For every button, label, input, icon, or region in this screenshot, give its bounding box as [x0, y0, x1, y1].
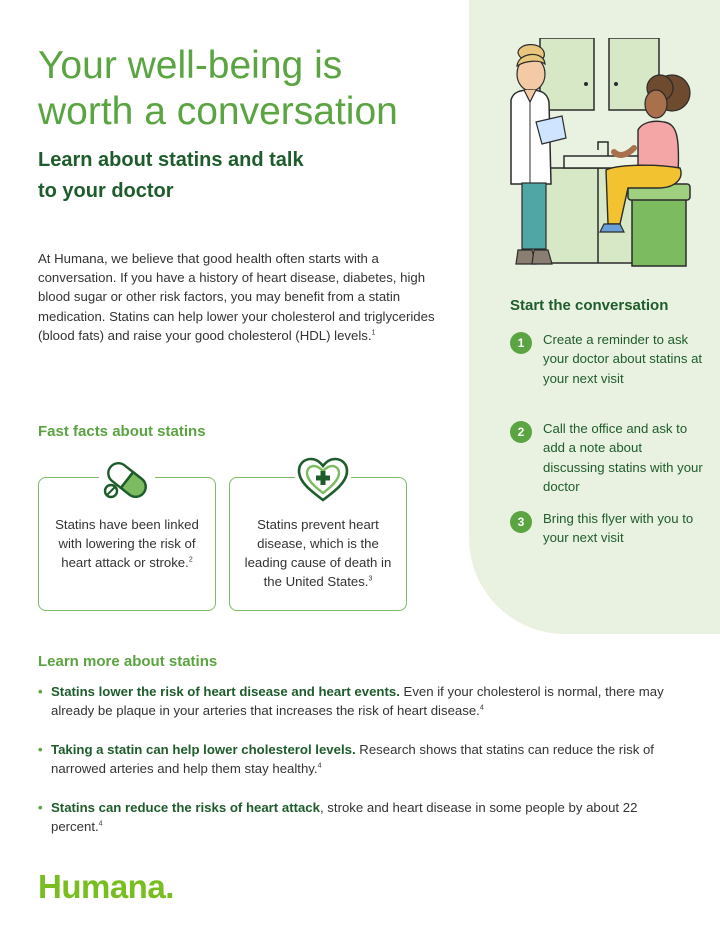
learn-more-list: [38, 682, 668, 855]
intro-text: At Humana, we believe that good health often starts with a conversation. If you have a history of heart disease, diabetes, high blood sugar or other risk factors, you may benefit from a statin medication. Statins can help lower your cholesterol and triglycerides (blood fats) and raise your good cholesterol (HDL) levels.: [38, 251, 435, 343]
fact-card-text: Statins have been linked with lowering the risk of heart attack or stroke.: [55, 517, 199, 570]
page-title: [38, 43, 458, 135]
intro-paragraph: [38, 249, 438, 345]
subtitle-line-1: Learn about statins and talk: [38, 149, 304, 171]
list-item-bold: Taking a statin can help lower cholesterol levels.: [51, 741, 356, 757]
step-number: 2: [510, 421, 532, 443]
title-line-1: Your well-being is: [38, 44, 343, 87]
humana-logo: [38, 868, 174, 906]
footnote-marker: 2: [188, 556, 193, 564]
title-line-2: worth a conversation: [38, 90, 398, 133]
pill-icon: [99, 455, 155, 505]
footnote-marker: 4: [317, 762, 322, 770]
step-text: Create a reminder to ask your doctor about statins at your next visit: [543, 332, 703, 386]
step-number: 1: [510, 332, 532, 354]
learn-more-heading: Learn more about statins: [38, 653, 218, 670]
fact-card-text: Statins prevent heart disease, which is the leading cause of death in the United States.: [244, 517, 392, 589]
fast-facts-heading: Fast facts about statins: [38, 423, 206, 440]
bullet-icon: •: [38, 741, 43, 757]
list-item-bold: Statins lower the risk of heart disease and heart events.: [51, 684, 400, 699]
list-item-text: Research shows that statins can reduce the risk of narrowed arteries and help them stay healthy.: [51, 741, 654, 777]
step-number: 3: [510, 511, 532, 533]
footnote-marker: 4: [479, 705, 484, 713]
heart-plus-icon: [295, 455, 351, 505]
list-item-text: , stroke and heart disease in some people by about 22 percent.: [51, 799, 638, 835]
logo-dot: .: [165, 868, 174, 905]
list-item: [38, 798, 668, 837]
step-text: Bring this flyer with you to your next visit: [543, 511, 694, 546]
list-item-text: Even if your cholesterol is normal, there may already be plaque in your arteries that increases the risk of heart disease.: [51, 684, 664, 719]
page-subtitle: [38, 145, 398, 207]
subtitle-line-2: to your doctor: [38, 180, 174, 202]
footnote-marker: 3: [368, 575, 373, 583]
start-conversation-heading: Start the conversation: [510, 297, 669, 314]
footnote-marker: 4: [98, 820, 103, 828]
bullet-icon: •: [38, 799, 43, 815]
footnote-marker: 1: [371, 329, 376, 337]
step-text: Call the office and ask to add a note about discussing statins with your doctor: [543, 421, 703, 494]
logo-text: Humana: [38, 868, 166, 905]
doctor-patient-illustration: [498, 38, 698, 273]
bullet-icon: •: [38, 684, 43, 699]
list-item: [38, 740, 668, 779]
list-item-bold: Statins can reduce the risks of heart attack: [51, 799, 320, 815]
list-item: [38, 682, 668, 721]
